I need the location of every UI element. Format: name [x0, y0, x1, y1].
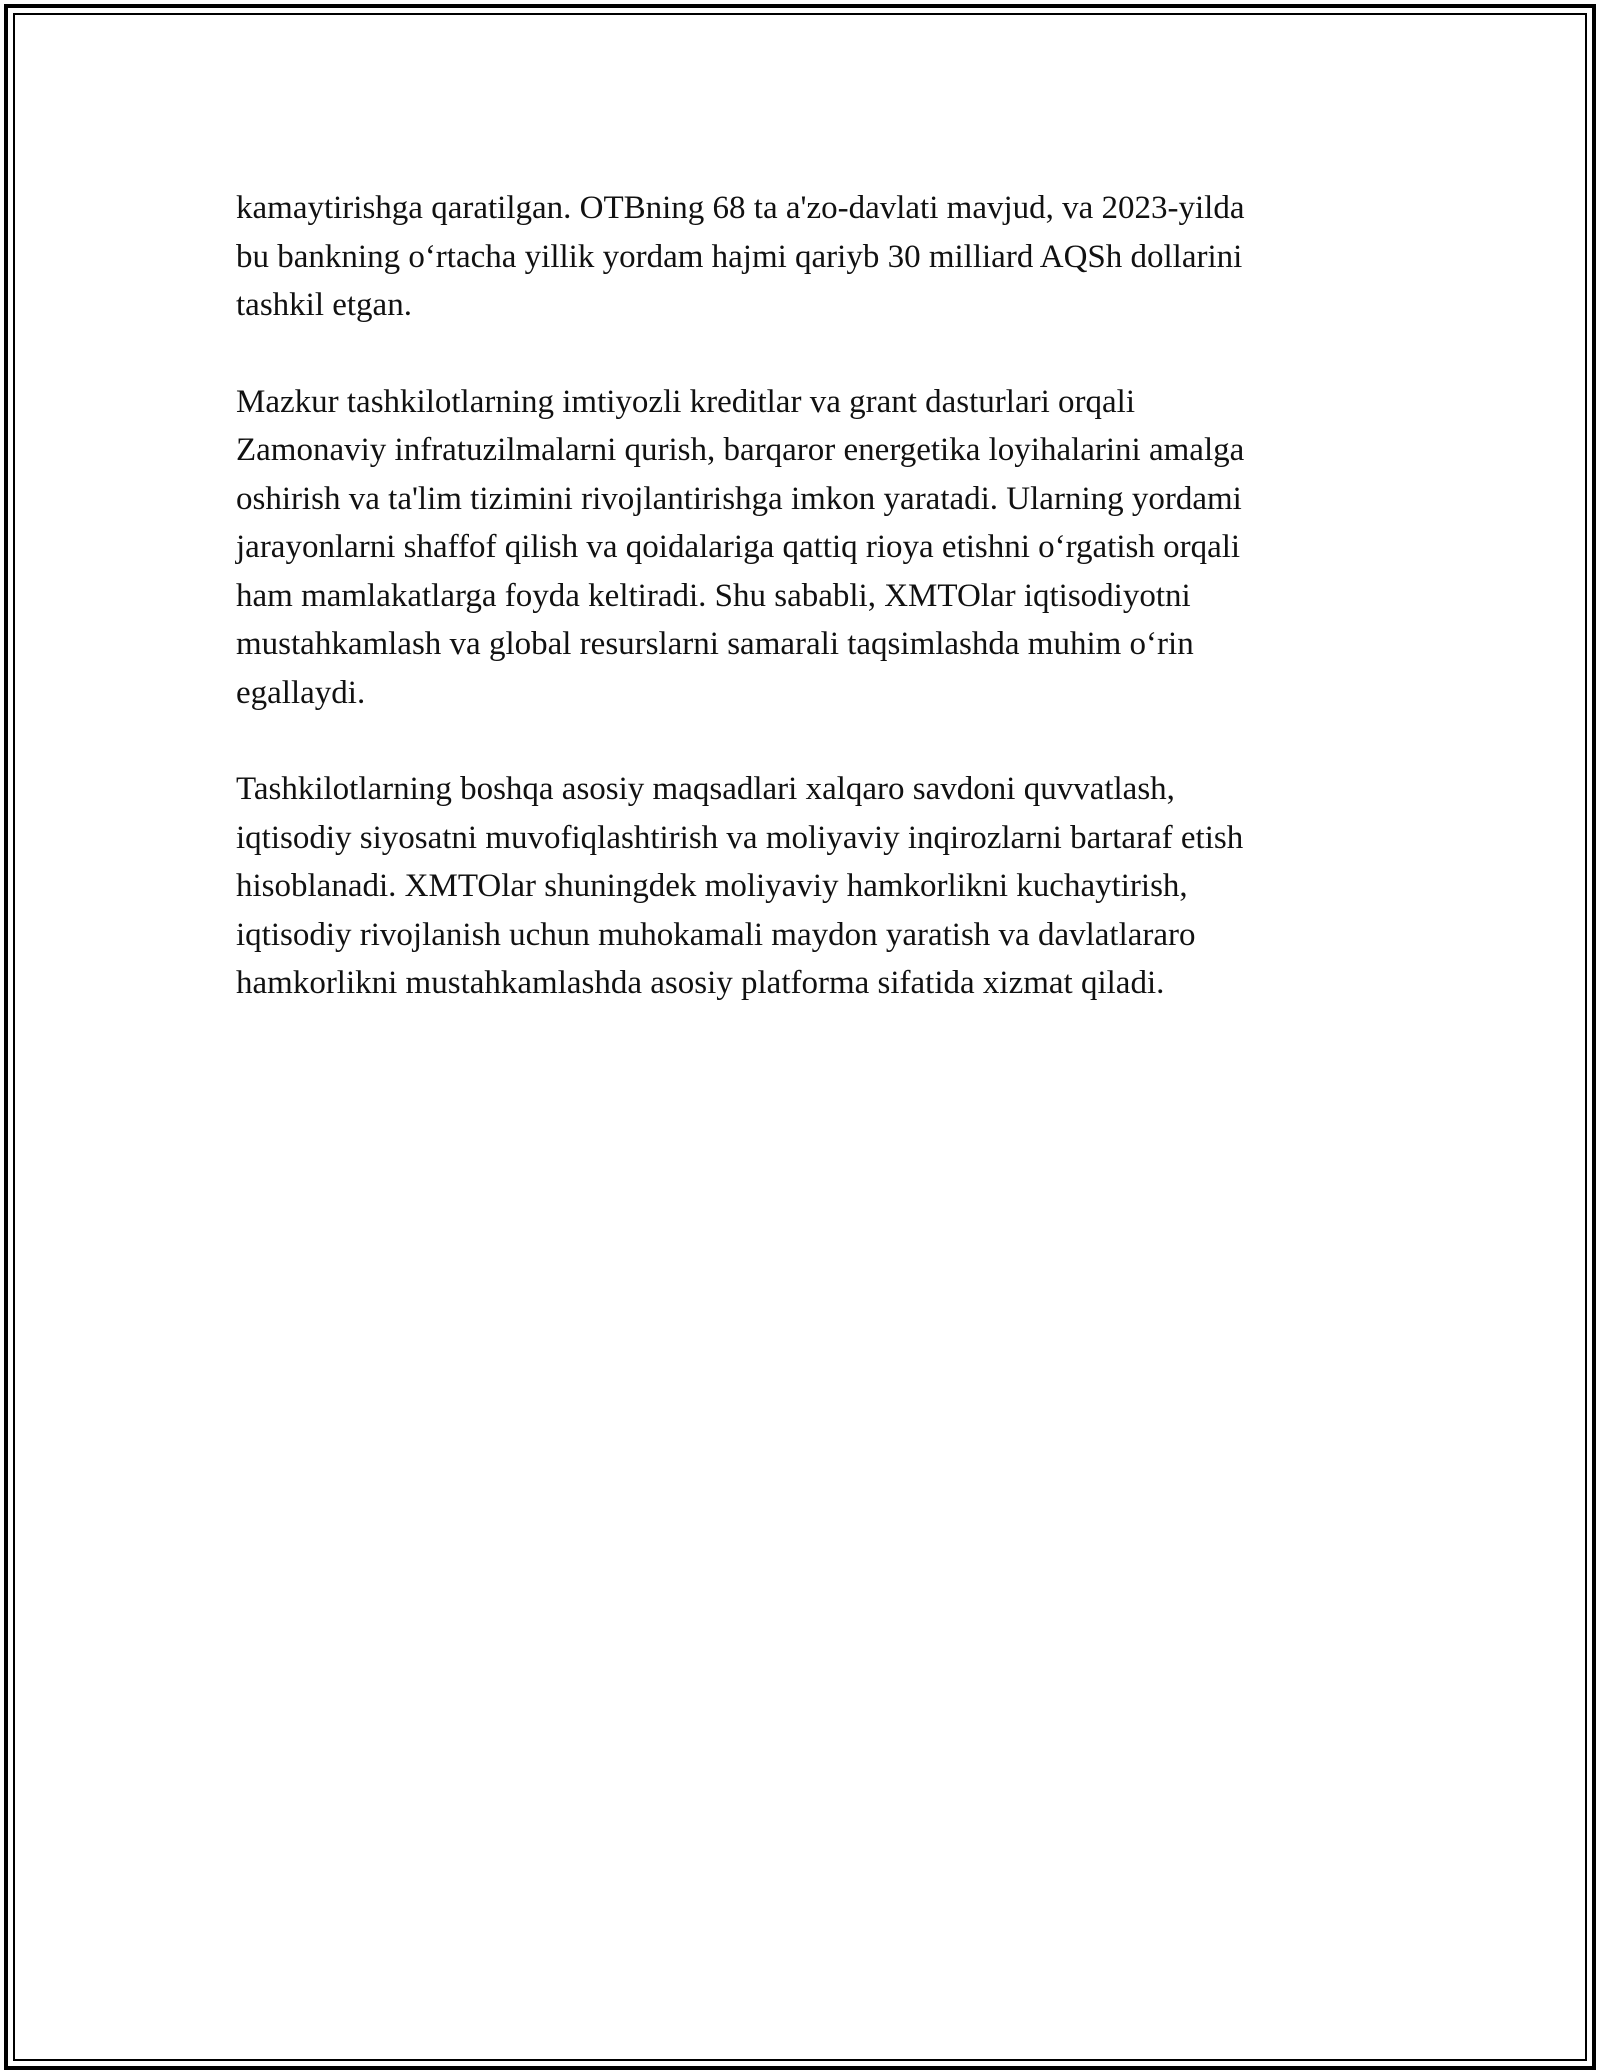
paragraph-line: oshirish va ta'lim tizimini rivojlantirishga imkon yaratadi. Ularning yordami — [236, 480, 1242, 517]
paragraph-line: Mazkur tashkilotlarning imtiyozli kreditlar va grant dasturlari orqali — [236, 383, 1135, 420]
paragraph-line: hamkorlikni mustahkamlashda asosiy platforma sifatida xizmat qiladi. — [236, 965, 1165, 1001]
paragraph-2 — [236, 378, 1371, 718]
paragraph-3 — [236, 765, 1371, 1008]
paragraph-line: Tashkilotlarning boshqa asosiy maqsadlari xalqaro savdoni quvvatlash, — [236, 771, 1175, 807]
paragraph-line: egallaydi. — [236, 674, 366, 711]
paragraph-line: iqtisodiy rivojlanish uchun muhokamali maydon yaratish va davlatlararo — [236, 916, 1196, 953]
paragraph-1 — [236, 184, 1371, 330]
page-content — [236, 184, 1371, 1056]
paragraph-line: tashkil etgan. — [236, 287, 412, 323]
paragraph-line: kamaytirishga qaratilgan. OTBning 68 ta a'zo-davlati mavjud, va 2023-yilda — [236, 190, 1245, 226]
paragraph-line: hisoblanadi. XMTOlar shuningdek moliyaviy hamkorlikni kuchaytirish, — [236, 868, 1188, 904]
paragraph-line: iqtisodiy siyosatni muvofiqlashtirish va moliyaviy inqirozlarni bartaraf etish — [236, 819, 1244, 856]
paragraph-line: jarayonlarni shaffof qilish va qoidalariga qattiq rioya etishni o‘rgatish orqali — [236, 529, 1241, 565]
paragraph-line: mustahkamlash va global resurslarni samarali taqsimlashda muhim o‘rin — [236, 626, 1194, 662]
paragraph-line: Zamonaviy infratuzilmalarni qurish, barqaror energetika loyihalarini amalga — [236, 432, 1245, 468]
paragraph-line: bu bankning o‘rtacha yillik yordam hajmi qariyb 30 milliard AQSh dollarini — [236, 238, 1243, 275]
paragraph-line: ham mamlakatlarga foyda keltiradi. Shu sababli, XMTOlar iqtisodiyotni — [236, 577, 1191, 614]
